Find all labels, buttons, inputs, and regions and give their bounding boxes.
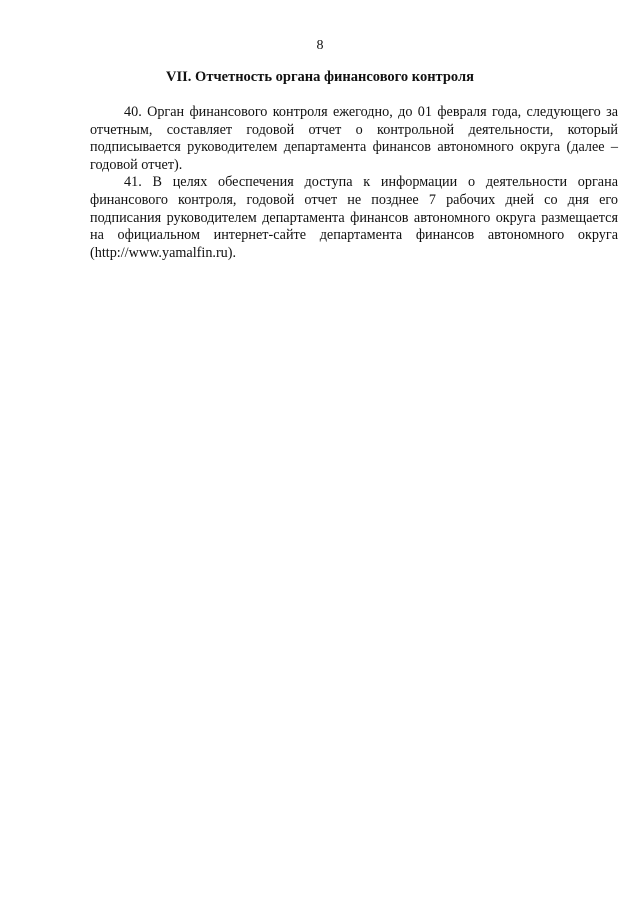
paragraph-40: 40. Орган финансового контроля ежегодно, до 01 февраля года, следующего за отчетным, составляет годовой отчет о контрольной деятельности, который подписывается руководителем департамента финансов автономного округа (далее – годовой отчет). xyxy=(90,104,618,173)
paragraph-41: 41. В целях обеспечения доступа к информации о деятельности органа финансового контроля, годовой отчет не позднее 7 рабочих дней со дня его подписания руководителем департамента финансов автономного округа размещается на официальном интернет-сайте департамента финансов автономного округа (http://www.yamalfin.ru). xyxy=(90,174,618,261)
document-body xyxy=(90,104,618,262)
section-title: VII. Отчетность органа финансового контроля xyxy=(166,69,474,85)
page-number: 8 xyxy=(316,38,324,53)
